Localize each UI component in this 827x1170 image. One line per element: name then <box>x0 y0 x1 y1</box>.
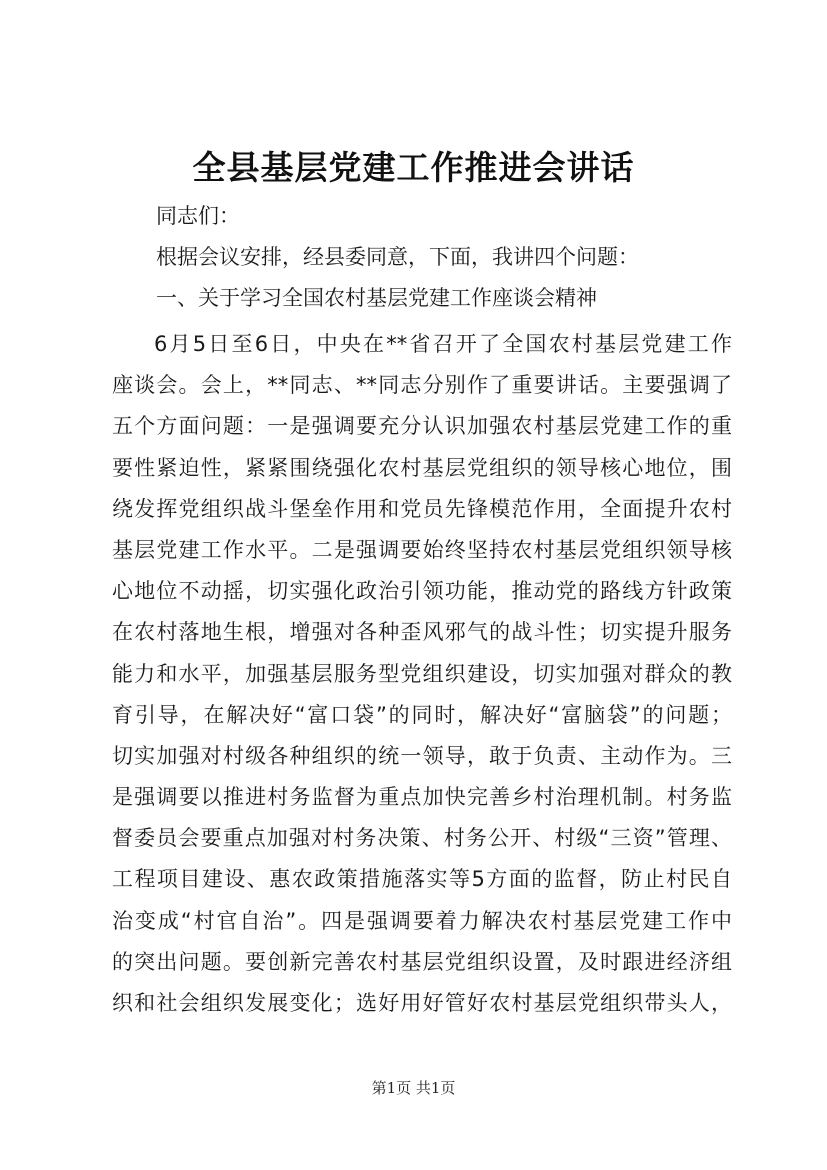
paragraph-line: 督委员会要重点加强对村务决策、村务公开、村级“三资”管理、 <box>112 826 732 851</box>
paragraph-line: 心地位不动摇，切实强化政治引领功能，推动党的路线方针政策 <box>112 579 732 604</box>
paragraph-line: 基层党建工作水平。二是强调要始终坚持农村基层党组织领导核 <box>112 537 732 562</box>
paragraph-line: 在农村落地生根，增强对各种歪风邪气的战斗性；切实提升服务 <box>112 620 732 645</box>
paragraph-line: 育引导，在解决好“富口袋”的同时，解决好“富脑袋”的问题； <box>112 702 732 727</box>
body-paragraph <box>112 324 732 1024</box>
page-number: 第1页 共1页 <box>371 1079 456 1097</box>
paragraph-line: 切实加强对村级各种组织的统一领导，敢于负责、主动作为。三 <box>112 743 732 768</box>
intro-line: 根据会议安排，经县委同意，下面，我讲四个问题： <box>156 245 639 269</box>
paragraph-line: 是强调要以推进村务监督为重点加快完善乡村治理机制。村务监 <box>112 785 732 810</box>
document-title: 全县基层党建工作推进会讲话 <box>192 148 635 187</box>
paragraph-line: 6月5日至6日，中央在**省召开了全国农村基层党建工作 <box>154 332 732 356</box>
section-heading: 一、关于学习全国农村基层党建工作座谈会精神 <box>156 286 597 310</box>
paragraph-line: 治变成“村官自治”。四是强调要着力解决农村基层党建工作中 <box>112 908 732 933</box>
paragraph-line: 绕发挥党组织战斗堡垒作用和党员先锋模范作用，全面提升农村 <box>112 496 732 521</box>
salutation: 同志们： <box>156 204 240 228</box>
paragraph-line: 的突出问题。要创新完善农村基层党组织设置，及时跟进经济组 <box>112 949 732 974</box>
paragraph-line: 座谈会。会上，**同志、**同志分别作了重要讲话。主要强调了 <box>112 373 732 398</box>
paragraph-line: 工程项目建设、惠农政策措施落实等5方面的监督，防止村民自 <box>112 867 732 892</box>
paragraph-line: 要性紧迫性，紧紧围绕强化农村基层党组织的领导核心地位，围 <box>112 455 732 480</box>
paragraph-line: 能力和水平，加强基层服务型党组织建设，切实加强对群众的教 <box>112 661 732 686</box>
paragraph-line: 织和社会组织发展变化；选好用好管好农村基层党组织带头人， <box>112 991 732 1015</box>
paragraph-line: 五个方面问题：一是强调要充分认识加强农村基层党建工作的重 <box>112 414 732 439</box>
